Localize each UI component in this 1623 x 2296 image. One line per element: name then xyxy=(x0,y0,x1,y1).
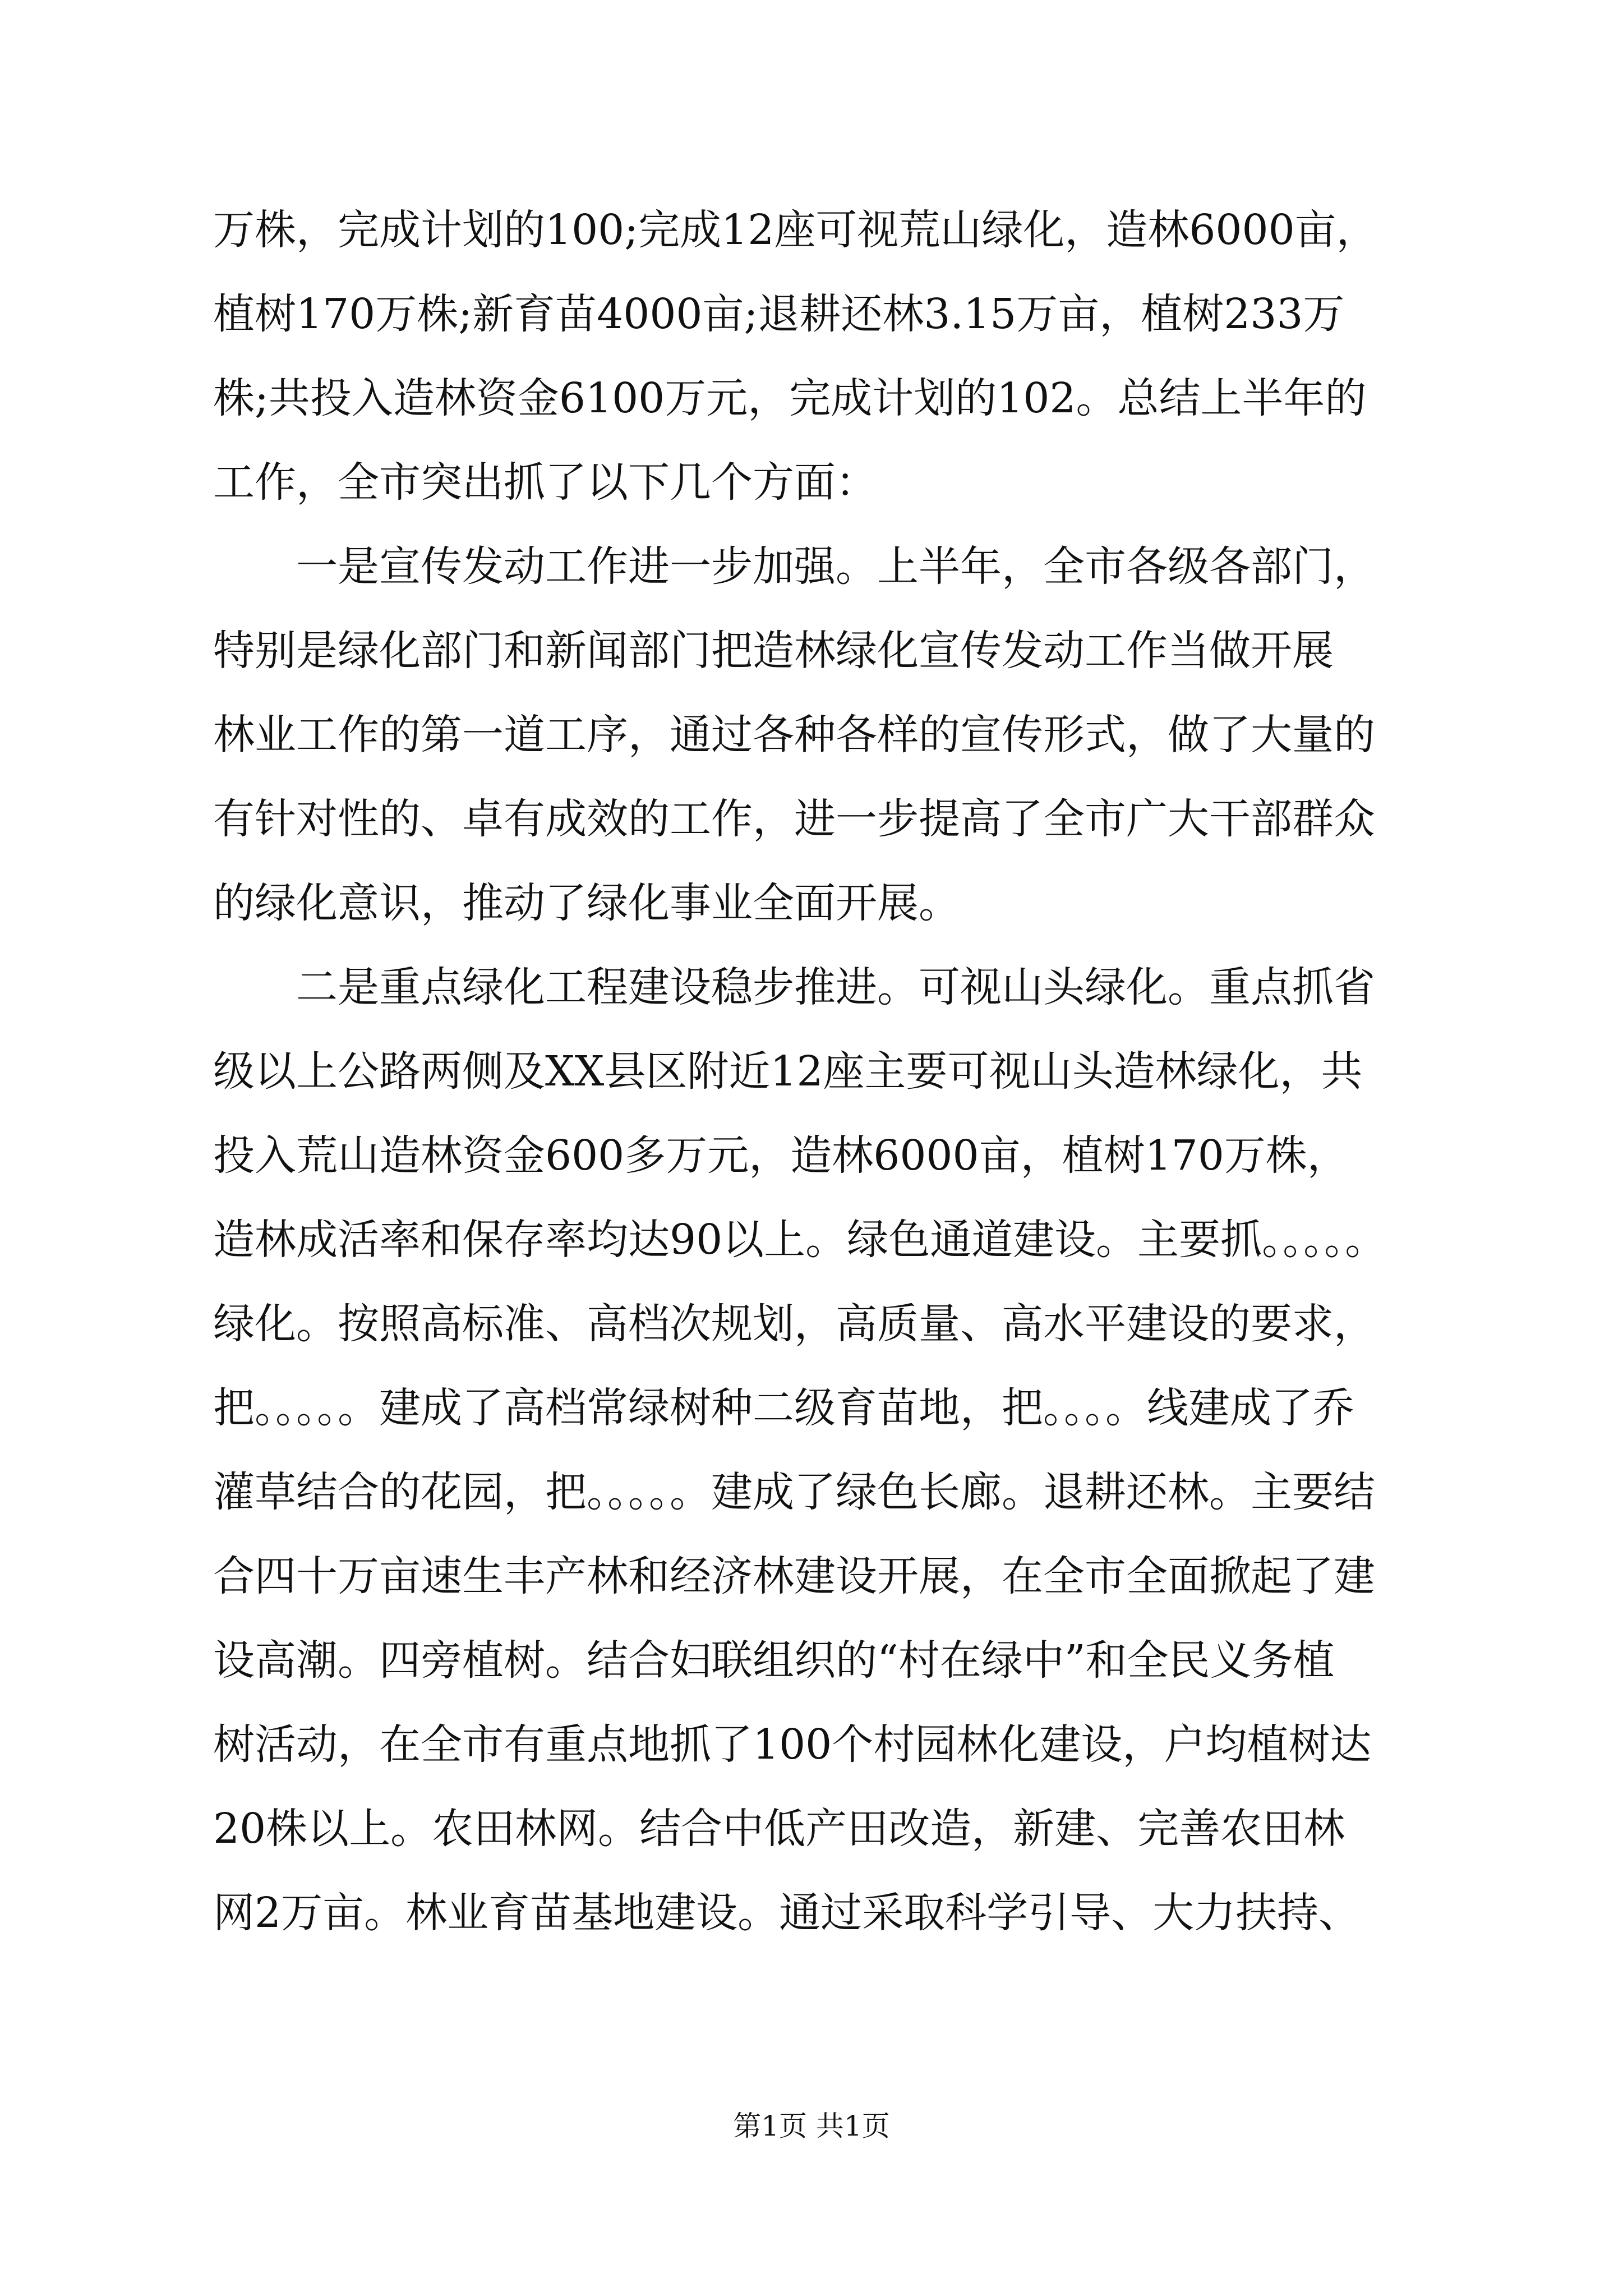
text-line: 树活动，在全市有重点地抓了100个村园林化建设，户均植树达 xyxy=(213,1720,1372,1769)
text-line: 工作，全市突出抓了以下几个方面： xyxy=(213,458,877,507)
text-line: 合四十万亩速生丰产林和经济林建设开展，在全市全面掀起了建 xyxy=(213,1552,1375,1600)
text-line: 绿化。按照高标准、高档次规划，高质量、高水平建设的要求， xyxy=(213,1300,1375,1348)
text-line: 设高潮。四旁植树。结合妇联组织的“村在绿中”和全民义务植 xyxy=(213,1636,1335,1685)
text-line: 一是宣传发动工作进一步加强。上半年，全市各级各部门， xyxy=(213,542,1375,591)
text-line: 网2万亩。林业育苗基地建设。通过采取科学引导、大力扶持、 xyxy=(213,1889,1361,1937)
text-line: 投入荒山造林资金600多万元，造林6000亩，植树170万株， xyxy=(213,1131,1349,1180)
text-line: 特别是绿化部门和新闻部门把造林绿化宣传发动工作当做开展 xyxy=(213,627,1334,675)
text-line: 二是重点绿化工程建设稳步推进。可视山头绿化。重点抓省 xyxy=(213,963,1375,1011)
text-line: 林业工作的第一道工序，通过各种各样的宣传形式，做了大量的 xyxy=(213,711,1375,759)
text-line: 万株，完成计划的100;完成12座可视荒山绿化，造林6000亩， xyxy=(213,206,1378,254)
text-line: 株;共投入造林资金6100万元，完成计划的102。总结上半年的 xyxy=(213,374,1367,422)
text-line: 级以上公路两侧及XX县区附近12座主要可视山头造林绿化，共 xyxy=(213,1047,1363,1096)
text-line: 植树170万株;新育苗4000亩;退耕还林3.15万亩，植树233万 xyxy=(213,290,1345,338)
page-footer: 第1页 共1页 xyxy=(733,2110,890,2142)
text-line: 的绿化意识，推动了绿化事业全面开展。 xyxy=(213,879,960,927)
text-line: 把。。。。。建成了高档常绿树种二级育苗地，把。。。。线建成了乔 xyxy=(213,1384,1354,1432)
text-line: 灌草结合的花园，把。。。。。建成了绿色长廊。退耕还林。主要结 xyxy=(213,1468,1375,1516)
text-line: 有针对性的、卓有成效的工作，进一步提高了全市广大干部群众 xyxy=(213,795,1375,843)
text-line: 造林成活率和保存率均达90以上。绿色通道建设。主要抓。。。。。 xyxy=(213,1216,1387,1264)
text-line: 20株以上。农田林网。结合中低产田改造，新建、完善农田林 xyxy=(213,1805,1345,1853)
document-body xyxy=(213,188,1419,1955)
